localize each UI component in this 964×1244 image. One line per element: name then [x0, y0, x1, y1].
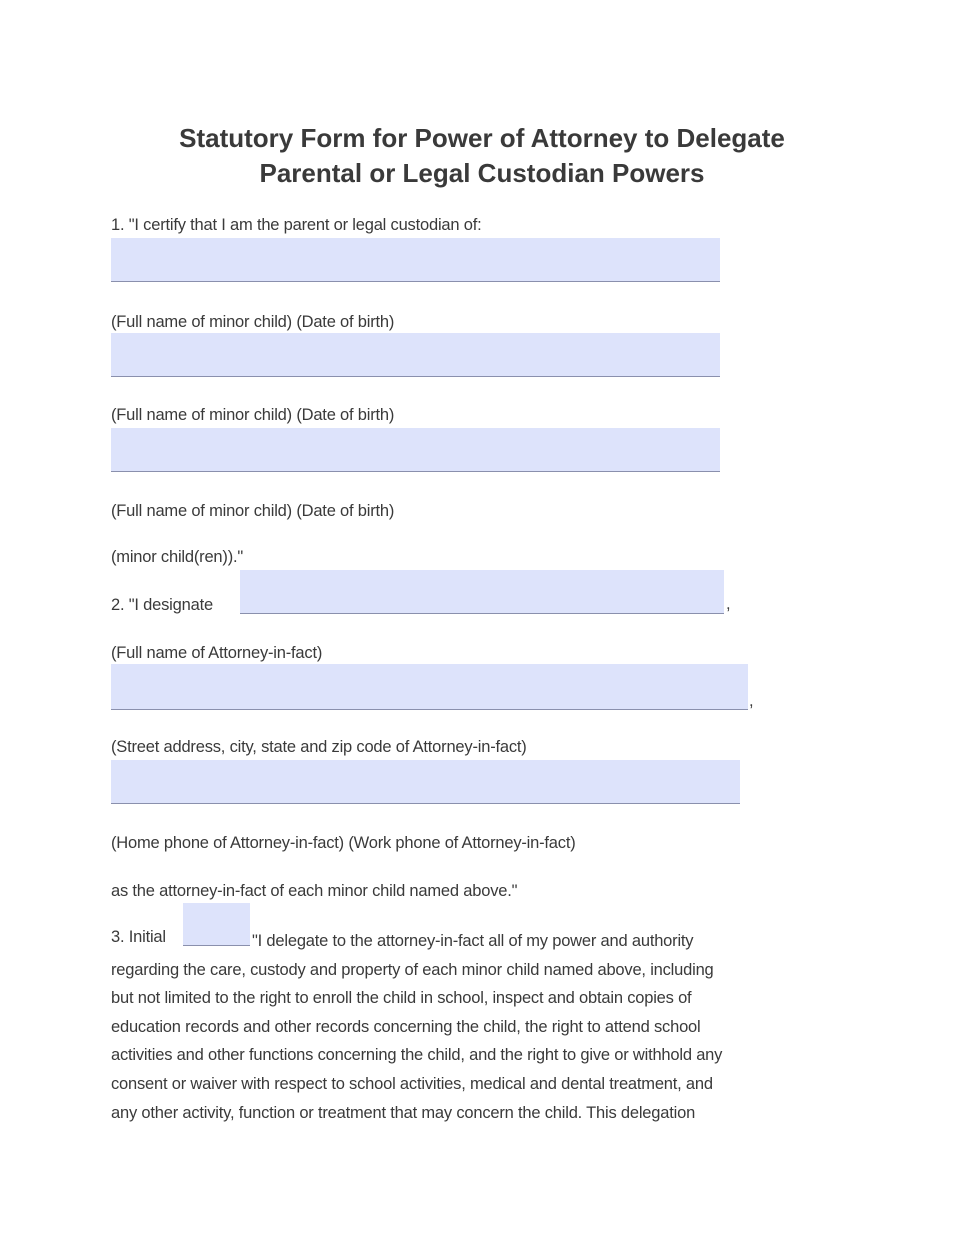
- child-3-input[interactable]: [111, 428, 720, 471]
- attorney-phones-input[interactable]: [111, 760, 740, 803]
- attorney-phones-label: (Home phone of Attorney-in-fact) (Work phone of Attorney-in-fact): [111, 834, 576, 852]
- form-title-line-2: Parental or Legal Custodian Powers: [259, 158, 705, 188]
- section1-intro: 1. "I certify that I am the parent or legal custodian of:: [111, 216, 482, 234]
- child-2-field[interactable]: [111, 333, 720, 377]
- paragraph-line: but not limited to the right to enroll the child in school, inspect and obtain copies of: [111, 989, 692, 1008]
- section1-closing: (minor child(ren)).": [111, 548, 244, 566]
- child-1-field[interactable]: [111, 238, 720, 282]
- child-2-input[interactable]: [111, 333, 720, 376]
- attorney-address-field[interactable]: [111, 664, 748, 710]
- paragraph-line: any other activity, function or treatment that may concern the child. This delegation: [111, 1103, 696, 1122]
- child-1-label: (Full name of minor child) (Date of birth): [111, 313, 395, 331]
- comma: ,: [749, 692, 754, 710]
- initial-label: 3. Initial: [111, 928, 166, 946]
- designate-label: 2. "I designate: [111, 596, 213, 614]
- paragraph-line: consent or waiver with respect to school activities, medical and dental treatment, and: [111, 1074, 713, 1093]
- attorney-address-label: (Street address, city, state and zip code of Attorney-in-fact): [111, 738, 527, 756]
- child-1-input[interactable]: [111, 238, 720, 281]
- paragraph-line: education records and other records concerning the child, the right to attend school: [111, 1017, 701, 1036]
- attorney-address-input[interactable]: [111, 664, 748, 709]
- section2-closing: as the attorney-in-fact of each minor child named above.": [111, 882, 518, 900]
- attorney-phones-field[interactable]: [111, 760, 740, 804]
- delegation-paragraph: [111, 927, 871, 1127]
- attorney-name-field[interactable]: [240, 570, 724, 614]
- child-3-field[interactable]: [111, 428, 720, 472]
- form-title-line-1: Statutory Form for Power of Attorney to Delegate: [179, 123, 785, 153]
- attorney-name-label: (Full name of Attorney-in-fact): [111, 644, 323, 662]
- paragraph-line: activities and other functions concerning the child, and the right to give or withhold any: [111, 1046, 723, 1065]
- child-3-label: (Full name of minor child) (Date of birth): [111, 502, 395, 520]
- comma: ,: [726, 595, 731, 613]
- paragraph-line: "I delegate to the attorney-in-fact all of my power and authority: [252, 932, 694, 950]
- paragraph-line: regarding the care, custody and property of each minor child named above, including: [111, 960, 714, 979]
- attorney-name-input[interactable]: [240, 570, 724, 613]
- child-2-label: (Full name of minor child) (Date of birth): [111, 406, 395, 424]
